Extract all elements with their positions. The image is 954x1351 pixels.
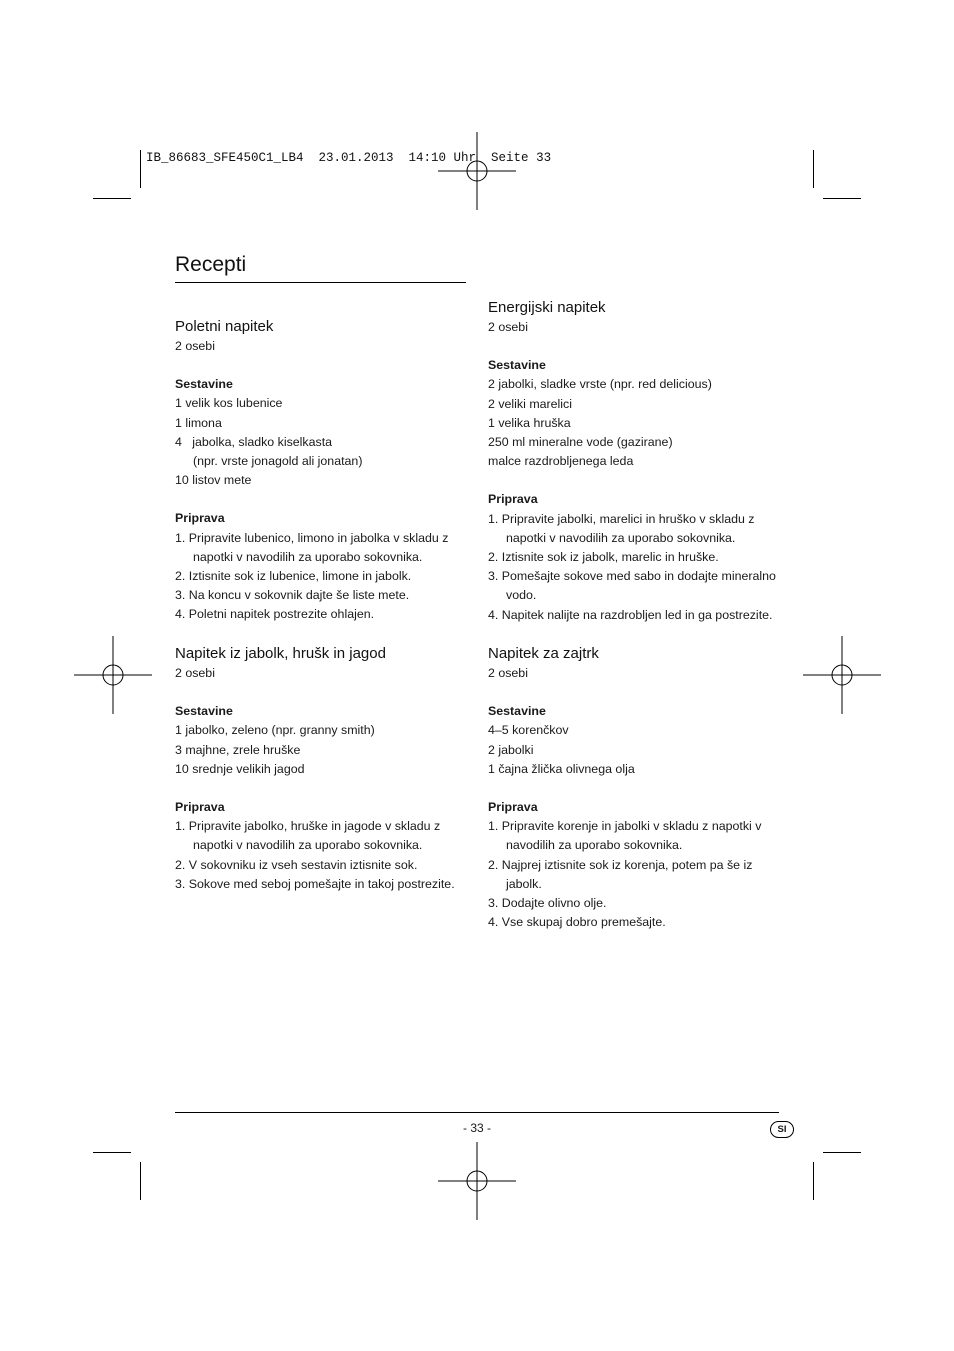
right-column <box>488 298 783 625</box>
crop-mark <box>823 1152 861 1153</box>
crop-mark <box>140 150 141 188</box>
step-item: 4. Vse skupaj dobro premešajte. <box>488 915 666 930</box>
preparation-heading: Priprava <box>175 800 225 815</box>
registration-mark-icon <box>438 132 516 210</box>
ingredient-item: 2 veliki marelici <box>488 396 572 411</box>
recipe-title: Napitek za zajtrk <box>488 645 599 662</box>
step-item: 2. Najprej iztisnite sok iz korenja, potem pa še iz jabolk. <box>488 857 753 891</box>
step-item: 3. Sokove med seboj pomešajte in takoj postrezite. <box>175 876 455 891</box>
left-column-2 <box>175 644 470 894</box>
right-column-2 <box>488 644 783 932</box>
step-item: 2. Iztisnite sok iz jabolk, marelic in hruške. <box>488 550 719 565</box>
ingredients-heading: Sestavine <box>175 704 233 719</box>
crop-mark <box>813 150 814 188</box>
ingredient-item: 250 ml mineralne vode (gazirane) <box>488 435 673 450</box>
recipe-title: Poletni napitek <box>175 318 274 335</box>
recipe-title: Napitek iz jabolk, hrušk in jagod <box>175 645 386 662</box>
step-item: 4. Napitek nalijte na razdrobljen led in ga postrezite. <box>488 607 773 622</box>
servings: 2 osebi <box>175 666 215 680</box>
ingredient-item: 10 srednje velikih jagod <box>175 761 305 776</box>
servings: 2 osebi <box>488 666 528 680</box>
crop-mark <box>140 1162 141 1200</box>
step-item: 3. Pomešajte sokove med sabo in dodajte mineralno vodo. <box>488 569 776 603</box>
ingredient-item: 4 jabolka, sladko kiselkasta <box>175 434 333 449</box>
ingredient-item: 3 majhne, zrele hruške <box>175 742 301 757</box>
ingredient-item: 4–5 korenčkov <box>488 723 569 738</box>
language-badge: SI <box>770 1121 794 1138</box>
preparation-heading: Priprava <box>488 800 538 815</box>
registration-mark-icon <box>74 636 152 714</box>
print-slug: IB_86683_SFE450C1_LB4 23.01.2013 14:10 Uhr Seite 33 <box>146 151 552 165</box>
step-item: 1. Pripravite jabolki, marelici in hruško v skladu z napotki v navodilih za uporabo sokovnika. <box>488 511 755 545</box>
servings: 2 osebi <box>175 339 215 353</box>
ingredient-item: 1 čajna žlička olivnega olja <box>488 761 635 776</box>
step-item: 2. V sokovniku iz vseh sestavin iztisnite sok. <box>175 857 418 872</box>
step-item: 1. Pripravite korenje in jabolki v skladu z napotki v navodilih za uporabo sokovnika. <box>488 819 762 853</box>
ingredient-item: (npr. vrste jonagold ali jonatan) <box>193 454 363 469</box>
step-item: 1. Pripravite jabolko, hruške in jagode v skladu z napotki v navodilih za uporabo sokovnika. <box>175 819 441 853</box>
ingredient-item: 2 jabolki <box>488 742 534 757</box>
ingredient-item: 10 listov mete <box>175 473 252 488</box>
preparation-heading: Priprava <box>175 511 225 526</box>
step-item: 2. Iztisnite sok iz lubenice, limone in jabolk. <box>175 569 412 584</box>
recipe-title: Energijski napitek <box>488 299 606 316</box>
ingredient-item: 1 velika hruška <box>488 415 571 430</box>
ingredients-heading: Sestavine <box>488 704 546 719</box>
crop-mark <box>93 198 131 199</box>
ingredient-item: 1 velik kos lubenice <box>175 396 283 411</box>
page-title: Recepti <box>175 253 247 276</box>
step-item: 3. Dodajte olivno olje. <box>488 896 607 911</box>
ingredient-item: malce razdrobljenega leda <box>488 454 634 469</box>
footer-rule <box>175 1112 779 1113</box>
left-column <box>175 317 470 625</box>
servings: 2 osebi <box>488 320 528 334</box>
step-item: 1. Pripravite lubenico, limono in jabolka v skladu z napotki v navodilih za uporabo sokovnika. <box>175 530 449 564</box>
step-item: 4. Poletni napitek postrezite ohlajen. <box>175 607 375 622</box>
crop-mark <box>93 1152 131 1153</box>
page-number: - 33 - <box>463 1121 492 1135</box>
ingredients-heading: Sestavine <box>488 358 546 373</box>
ingredient-item: 1 limona <box>175 415 222 430</box>
ingredient-item: 1 jabolko, zeleno (npr. granny smith) <box>175 723 375 738</box>
registration-mark-icon <box>803 636 881 714</box>
crop-mark <box>813 1162 814 1200</box>
crop-mark <box>823 198 861 199</box>
ingredients-heading: Sestavine <box>175 377 233 392</box>
step-item: 3. Na koncu v sokovnik dajte še liste mete. <box>175 588 410 603</box>
registration-mark-icon <box>438 1142 516 1220</box>
title-rule <box>175 282 466 283</box>
ingredient-item: 2 jabolki, sladke vrste (npr. red delicious) <box>488 377 712 392</box>
preparation-heading: Priprava <box>488 492 538 507</box>
